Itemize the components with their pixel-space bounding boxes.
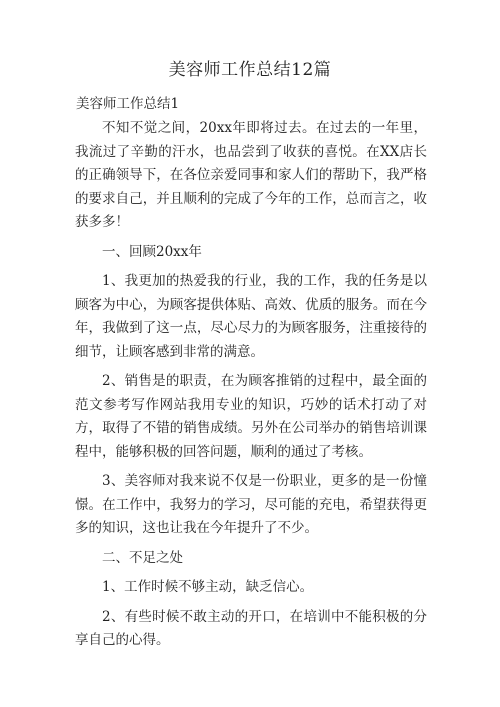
review-item-2: 2、销售是的职责，在为顾客推销的过程中，最全面的范文参考写作网站我用专业的知识，巧妙的话术打动了对方，取得了不错的销售成绩。另外在公司举办的销售培训课程中，能够积极的回答问题，顺利的通过了考核。 <box>75 373 427 460</box>
review-item-3: 3、美容师对我来说不仅是一份职业，更多的是一份憧憬。在工作中，我努力的学习，尽可能的充电，希望获得更多的知识，这也让我在今年提升了不少。 <box>75 473 427 536</box>
document-title: 美容师工作总结12篇 <box>168 60 332 80</box>
section-heading-shortcomings: 二、不足之处 <box>102 549 183 566</box>
section-subtitle: 美容师工作总结1 <box>76 96 180 112</box>
shortcoming-item-1: 1、工作时候不够主动，缺乏信心。 <box>102 579 314 595</box>
document-body <box>75 117 427 659</box>
section-heading-review: 一、回顾20xx年 <box>102 243 202 260</box>
review-item-1: 1、我更加的热爱我的行业，我的工作，我的任务是以顾客为中心，为顾客提供体贴、高效、优质的服务。而在今年，我做到了这一点，尽心尽力的为顾客服务，注重接待的细节，让顾客感到非常的满意。 <box>75 273 427 360</box>
intro-paragraph: 不知不觉之间，20xx年即将过去。在过去的一年里，我流过了辛勤的汗水，也品尝到了收获的喜悦。在XX店长的正确领导下，在各位亲爱同事和家人们的帮助下，我严格的要求自己，并且顺利的完成了今年的工作，总而言之，收获多多！ <box>75 120 427 230</box>
shortcoming-item-2: 2、有些时候不敢主动的开口，在培训中不能积极的分享自己的心得。 <box>75 608 427 648</box>
